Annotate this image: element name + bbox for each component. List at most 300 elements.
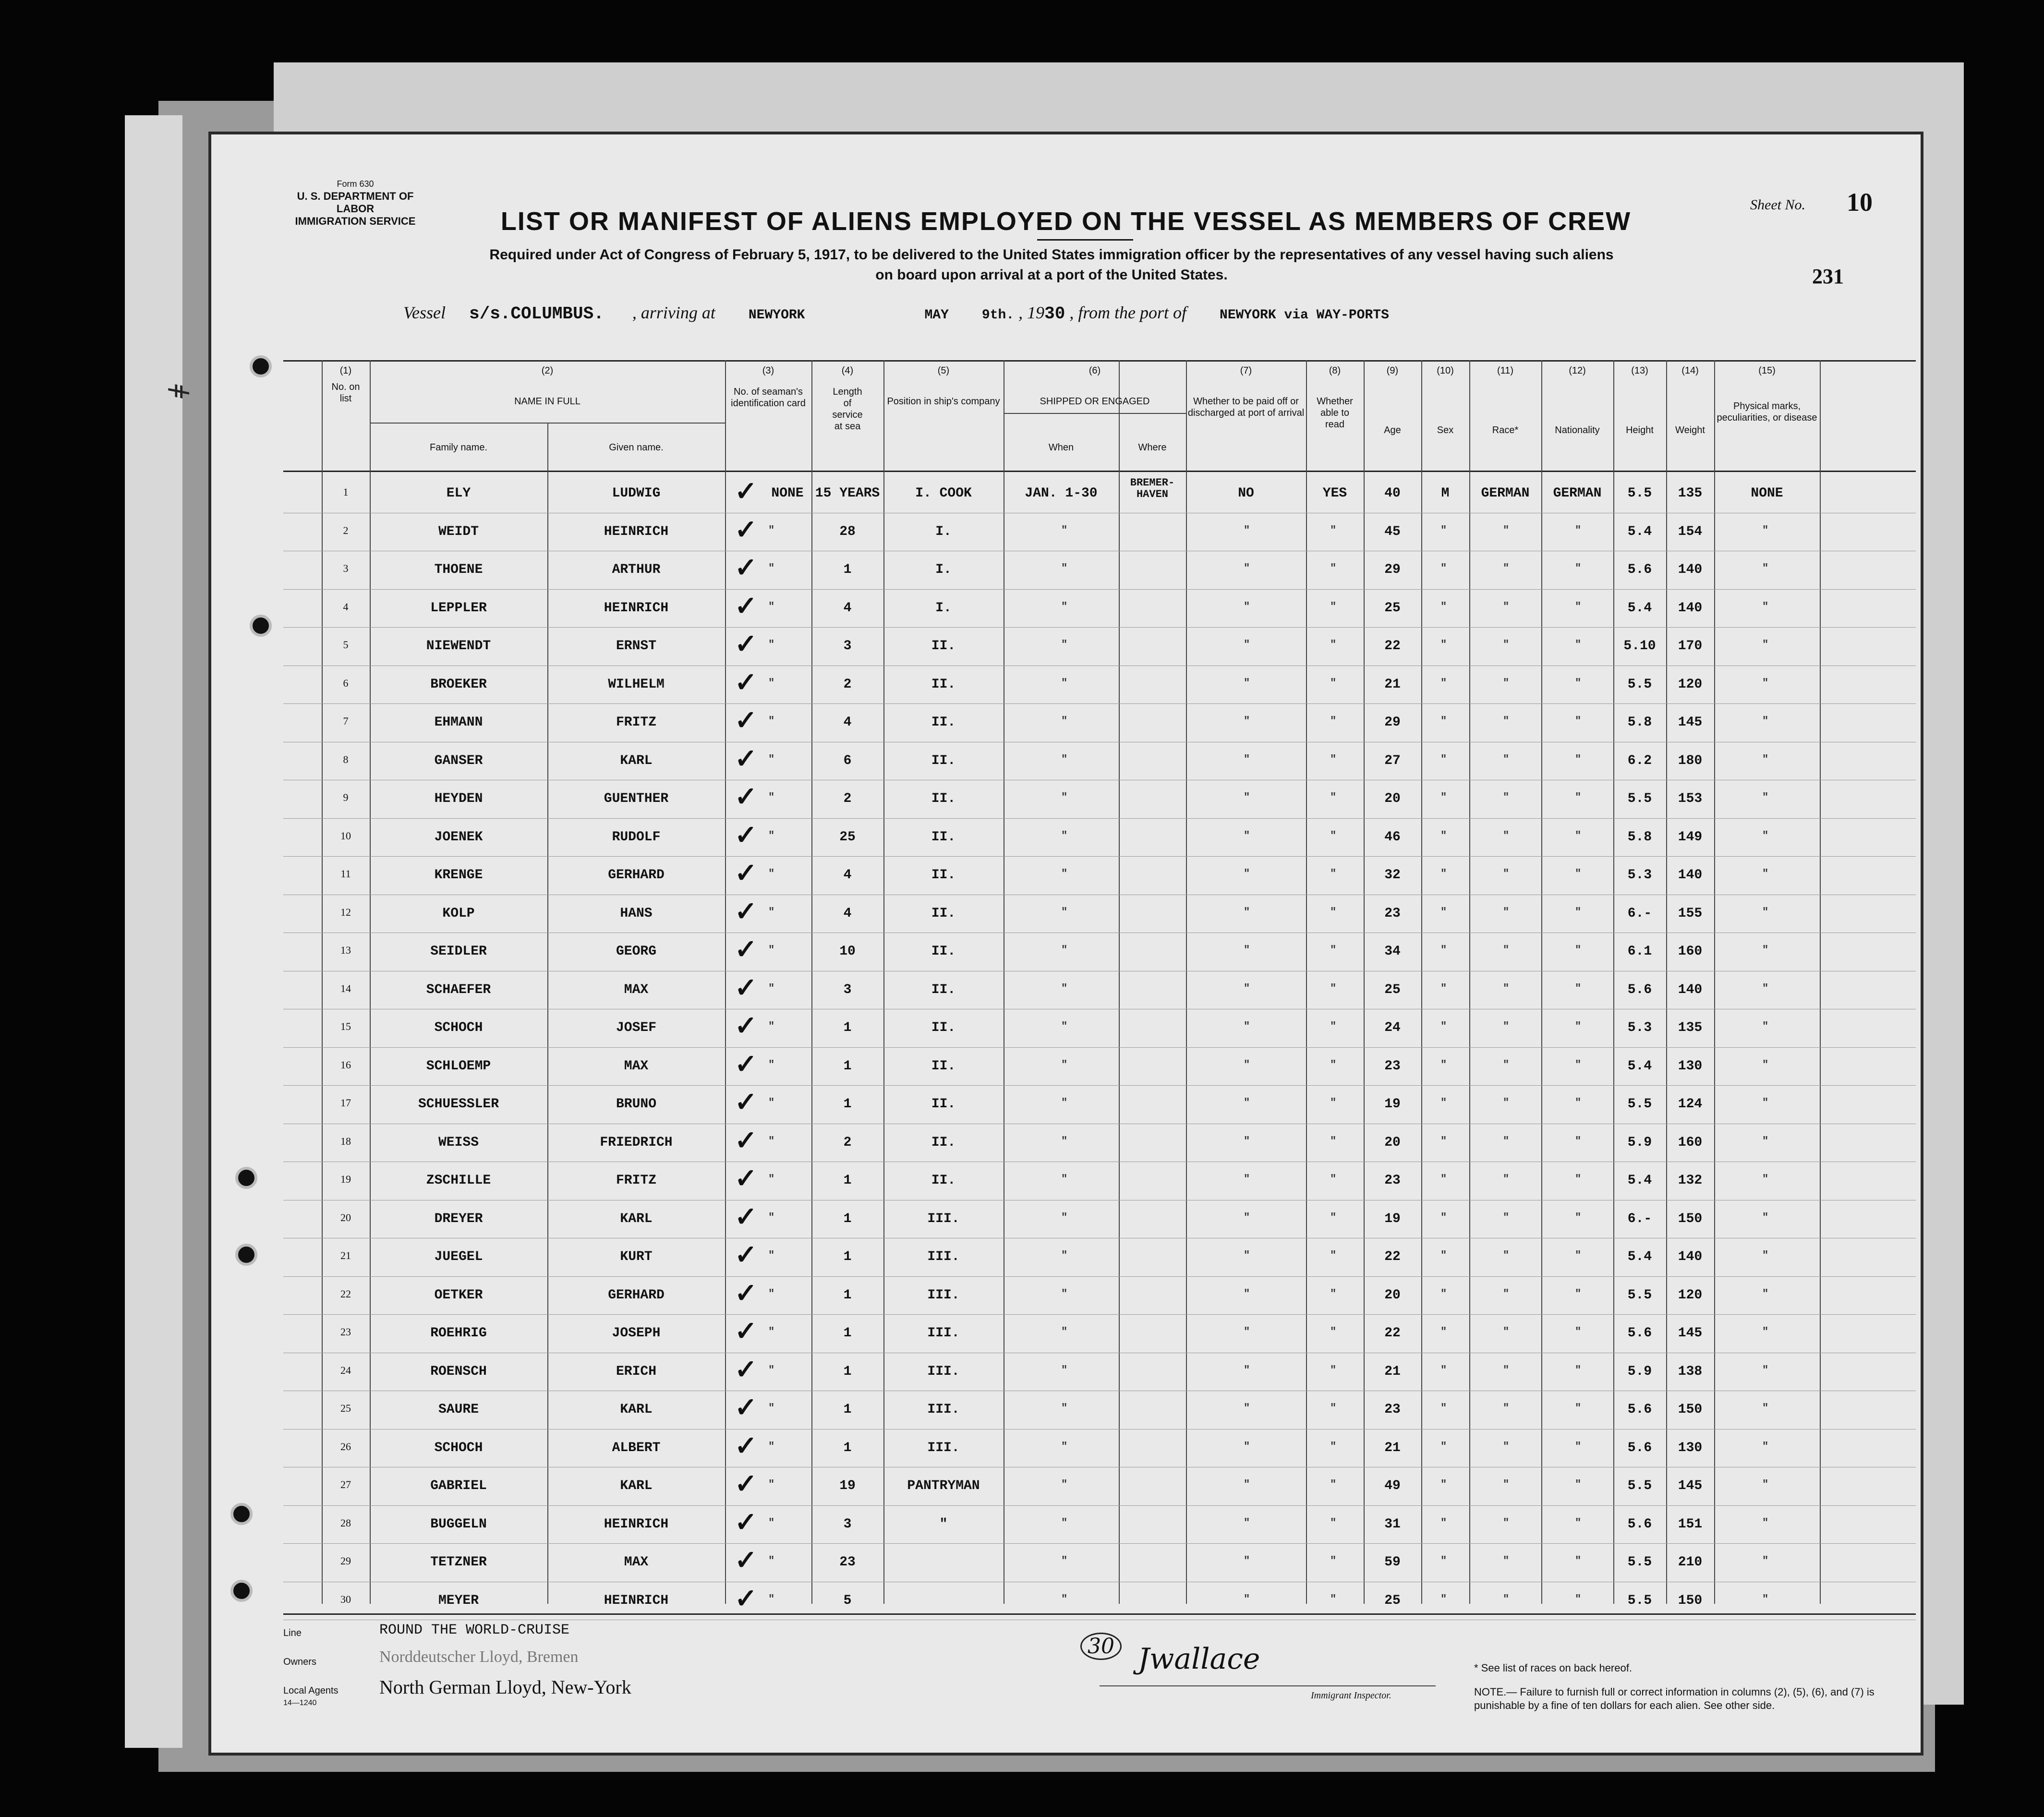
family-name: SCHOCH (434, 1020, 483, 1035)
height: 6.- (1627, 906, 1652, 921)
read-ditto: " (1330, 1555, 1337, 1567)
checkmark: ✓ (735, 1544, 757, 1576)
nationality-ditto: " (1575, 753, 1582, 765)
family-name: ELY (446, 486, 471, 501)
list-number: 18 (340, 1135, 351, 1147)
header-bottom-rule (283, 471, 1916, 472)
paid-off-ditto: " (1244, 715, 1250, 727)
card-ditto: " (768, 868, 775, 880)
col-6-label: SHIPPED OR ENGAGED (1040, 396, 1150, 407)
table-row (283, 1544, 1916, 1583)
list-number: 13 (340, 944, 351, 956)
row-rule (283, 1314, 1916, 1315)
read-ditto: " (1330, 944, 1337, 956)
col-service-header (811, 365, 883, 432)
table-row (283, 1086, 1916, 1125)
list-number: 3 (343, 562, 349, 574)
sheet-label: Sheet No. (1750, 197, 1805, 213)
table-row (283, 552, 1916, 590)
col-10-label: Sex (1437, 425, 1454, 436)
given-name: MAX (624, 1058, 649, 1074)
service-length: 1 (843, 1440, 852, 1455)
given-name: MAX (624, 1555, 649, 1570)
sex: M (1441, 486, 1450, 501)
family-name: BUGGELN (430, 1516, 487, 1532)
weight: 160 (1678, 1135, 1703, 1150)
height: 6.- (1627, 1211, 1652, 1226)
races-note: * See list of races on back hereof. (1474, 1662, 1632, 1674)
height: 5.6 (1627, 982, 1652, 997)
col-weight-header (1666, 365, 1714, 436)
when-ditto: " (1061, 715, 1068, 727)
form-code: 14—1240 (283, 1699, 317, 1707)
sex-ditto: " (1440, 1211, 1447, 1223)
col-no-header (322, 365, 370, 409)
when-ditto: " (1061, 1249, 1068, 1261)
race-ditto: " (1503, 1211, 1510, 1223)
shipped-when: JAN. 1-30 (1025, 486, 1098, 501)
paid-off-ditto: " (1244, 1555, 1250, 1567)
height: 5.6 (1627, 1440, 1652, 1455)
col-1-label: No. on list (331, 382, 360, 404)
family-name-header: Family name. (429, 442, 488, 453)
height: 5.5 (1627, 1478, 1652, 1493)
checkmark: ✓ (735, 1048, 757, 1080)
given-name: JOSEF (616, 1020, 656, 1035)
weight: 145 (1678, 1478, 1703, 1493)
race-ditto: " (1503, 639, 1510, 651)
marks-ditto: " (1762, 1364, 1769, 1376)
card-ditto: " (768, 829, 775, 842)
when-ditto: " (1061, 753, 1068, 765)
weight: 140 (1678, 868, 1703, 883)
given-name: KURT (620, 1249, 653, 1264)
title-rule (1037, 239, 1133, 241)
height: 5.8 (1627, 715, 1652, 730)
read-ditto: " (1330, 1249, 1337, 1261)
when-ditto: " (1061, 982, 1068, 994)
family-name: TETZNER (430, 1555, 487, 1570)
sex-ditto: " (1440, 1249, 1447, 1261)
age: 20 (1384, 1287, 1401, 1303)
given-name: HEINRICH (604, 524, 669, 539)
paid-off-ditto: " (1244, 1402, 1250, 1414)
table-top-rule (283, 360, 1916, 362)
table-row (283, 628, 1916, 666)
card-ditto: " (768, 944, 775, 956)
ship-position: II. (931, 944, 956, 959)
col-7-index: (7) (1240, 365, 1252, 376)
col-3-label: No. of seaman's identification card (731, 387, 806, 409)
family-name: JOENEK (434, 829, 483, 845)
service-length: 1 (843, 1097, 852, 1112)
checkmark: ✓ (735, 1086, 757, 1118)
nationality-ditto: " (1575, 791, 1582, 803)
height: 5.6 (1627, 1516, 1652, 1532)
line-value: ROUND THE WORLD-CRUISE (379, 1622, 570, 1638)
service-length: 1 (843, 1364, 852, 1379)
checkmark: ✓ (735, 1200, 757, 1233)
read-ditto: " (1330, 1440, 1337, 1453)
read-ditto: " (1330, 639, 1337, 651)
col-6-index: (6) (1089, 365, 1101, 376)
sex-ditto: " (1440, 1020, 1447, 1032)
list-number: 29 (340, 1555, 351, 1567)
age: 25 (1384, 1593, 1401, 1608)
ship-position: PANTRYMAN (907, 1478, 980, 1493)
checkmark: ✓ (735, 1010, 757, 1042)
height: 5.4 (1627, 524, 1652, 539)
row-rule (283, 1276, 1916, 1277)
agents-label: Local Agents (283, 1685, 339, 1696)
checkmark: ✓ (735, 1163, 757, 1194)
col-marks-header (1714, 365, 1820, 424)
service-length: 4 (843, 906, 852, 921)
margin-handwriting: ǂ (162, 385, 196, 398)
ship-position: II. (931, 1058, 956, 1074)
when-ditto: " (1061, 1593, 1068, 1605)
list-number: 20 (340, 1211, 351, 1223)
checkmark: ✓ (735, 1315, 757, 1347)
family-name: KOLP (442, 906, 475, 921)
race-ditto: " (1503, 1020, 1510, 1032)
nationality-ditto: " (1575, 982, 1582, 994)
weight: 149 (1678, 829, 1703, 845)
nationality-ditto: " (1575, 639, 1582, 651)
weight: 145 (1678, 715, 1703, 730)
marks-ditto: " (1762, 868, 1769, 880)
sex-ditto: " (1440, 1058, 1447, 1071)
ship-position: II. (931, 677, 956, 692)
paid-off-ditto: " (1244, 1097, 1250, 1109)
arriving-label: , arriving at (632, 303, 715, 322)
marks-ditto: " (1762, 1058, 1769, 1071)
list-number: 28 (340, 1516, 351, 1529)
marks-ditto: " (1762, 600, 1769, 613)
read-ditto: " (1330, 791, 1337, 803)
paid-off-ditto: " (1244, 1516, 1250, 1529)
given-name-header: Given name. (609, 442, 664, 453)
sex-ditto: " (1440, 639, 1447, 651)
weight: 130 (1678, 1440, 1703, 1455)
given-name: HANS (620, 906, 653, 921)
read-ditto: " (1330, 1593, 1337, 1605)
marks-ditto: " (1762, 1440, 1769, 1453)
weight: 132 (1678, 1173, 1703, 1188)
list-number: 26 (340, 1440, 351, 1453)
table-row (283, 743, 1916, 781)
sex-ditto: " (1440, 1326, 1447, 1338)
height: 5.5 (1627, 1287, 1652, 1303)
service-length: 15 YEARS (815, 486, 880, 501)
when-ditto: " (1061, 1555, 1068, 1567)
col-11-index: (11) (1497, 365, 1514, 376)
age: 40 (1384, 486, 1401, 501)
list-number: 11 (340, 868, 351, 880)
when-ditto: " (1061, 1173, 1068, 1185)
punch-hole (230, 1503, 253, 1525)
height: 5.5 (1627, 1555, 1652, 1570)
sex-ditto: " (1440, 829, 1447, 842)
race-ditto: " (1503, 1440, 1510, 1453)
nationality-ditto: " (1575, 1097, 1582, 1109)
col-4-index: (4) (841, 365, 854, 376)
family-name: LEPPLER (430, 600, 487, 616)
age: 22 (1384, 639, 1401, 654)
nationality-ditto: " (1575, 1058, 1582, 1071)
race-ditto: " (1503, 1287, 1510, 1300)
ship-position: II. (931, 1097, 956, 1112)
sex-ditto: " (1440, 677, 1447, 689)
height: 5.5 (1627, 1097, 1652, 1112)
sex-ditto: " (1440, 1364, 1447, 1376)
service-length: 1 (843, 1287, 852, 1303)
when-ditto: " (1061, 1135, 1068, 1147)
paid-off-ditto: " (1244, 639, 1250, 651)
service-length: 1 (843, 1211, 852, 1226)
service-length: 28 (839, 524, 856, 539)
card-ditto: " (768, 1135, 775, 1147)
arrival-month: MAY (924, 308, 949, 323)
weight: 140 (1678, 600, 1703, 616)
card-ditto: " (768, 562, 775, 574)
given-name: ERNST (616, 639, 656, 654)
card-ditto: " (768, 1555, 775, 1567)
nationality-ditto: " (1575, 524, 1582, 536)
checkmark: ✓ (735, 666, 757, 698)
service-length: 4 (843, 868, 852, 883)
punch-hole (250, 355, 272, 377)
service-length: 5 (843, 1593, 852, 1608)
race-ditto: " (1503, 906, 1510, 918)
sex-ditto: " (1440, 944, 1447, 956)
nationality-ditto: " (1575, 1364, 1582, 1376)
age: 27 (1384, 753, 1401, 768)
paid-off-ditto: " (1244, 600, 1250, 613)
table-row (283, 666, 1916, 705)
card-ditto: " (768, 677, 775, 689)
list-number: 7 (343, 715, 349, 727)
col-14-label: Weight (1675, 425, 1705, 436)
subtitle (403, 245, 1700, 285)
race-ditto: " (1503, 1173, 1510, 1185)
sex-ditto: " (1440, 906, 1447, 918)
checkmark: ✓ (735, 1277, 757, 1309)
race-ditto: " (1503, 562, 1510, 574)
family-name: DREYER (434, 1211, 483, 1226)
sex-ditto: " (1440, 1402, 1447, 1414)
family-name: SEIDLER (430, 944, 487, 959)
col-12-label: Nationality (1555, 425, 1600, 436)
ship-position: " (939, 1516, 948, 1532)
service-length: 2 (843, 791, 852, 806)
shipped-subheader-rule (1004, 413, 1186, 414)
service-length: 1 (843, 1326, 852, 1341)
age: 21 (1384, 677, 1401, 692)
given-name: JOSEPH (612, 1326, 661, 1341)
weight: 130 (1678, 1058, 1703, 1074)
read-ditto: " (1330, 829, 1337, 842)
marks-ditto: " (1762, 982, 1769, 994)
physical-marks: NONE (1751, 486, 1783, 501)
checkmark: ✓ (735, 704, 757, 736)
when-ditto: " (1061, 1440, 1068, 1453)
ship-position: II. (931, 1020, 956, 1035)
sex-ditto: " (1440, 1516, 1447, 1529)
paid-off-ditto: " (1244, 791, 1250, 803)
height: 5.3 (1627, 868, 1652, 883)
service-length: 1 (843, 1058, 852, 1074)
weight: 135 (1678, 1020, 1703, 1035)
col-1-index: (1) (339, 365, 352, 376)
when-ditto: " (1061, 791, 1068, 803)
service-length: 19 (839, 1478, 856, 1493)
card-ditto: " (768, 524, 775, 536)
list-number: 2 (343, 524, 349, 536)
paid-off-ditto: " (1244, 1326, 1250, 1338)
given-name: HEINRICH (604, 1516, 669, 1532)
ship-position: I. COOK (915, 486, 972, 501)
weight: 170 (1678, 639, 1703, 654)
age: 23 (1384, 1173, 1401, 1188)
family-name: WEISS (438, 1135, 479, 1150)
marks-ditto: " (1762, 1287, 1769, 1300)
weight: 120 (1678, 1287, 1703, 1303)
age: 29 (1384, 715, 1401, 730)
read-ditto: " (1330, 1516, 1337, 1529)
table-row (283, 475, 1916, 514)
nationality-ditto: " (1575, 1555, 1582, 1567)
weight: 145 (1678, 1326, 1703, 1341)
col-7-label: Whether to be paid off or discharged at port of arrival (1187, 396, 1305, 418)
height: 5.5 (1627, 791, 1652, 806)
height: 5.3 (1627, 1020, 1652, 1035)
family-name: HEYDEN (434, 791, 483, 806)
age: 59 (1384, 1555, 1401, 1570)
height: 6.2 (1627, 753, 1652, 768)
paid-off-ditto: " (1244, 677, 1250, 689)
paid-off-ditto: " (1244, 1211, 1250, 1223)
col-5-label: Position in ship's company (887, 396, 1000, 407)
card-ditto: " (768, 1058, 775, 1071)
list-number: 16 (340, 1058, 351, 1071)
list-number: 30 (340, 1593, 351, 1605)
race-ditto: " (1503, 524, 1510, 536)
when-ditto: " (1061, 1516, 1068, 1529)
checkmark: ✓ (735, 781, 757, 812)
nationality-ditto: " (1575, 562, 1582, 574)
height: 5.5 (1627, 486, 1652, 501)
age: 22 (1384, 1249, 1401, 1264)
height: 5.4 (1627, 1249, 1652, 1264)
given-name: ALBERT (612, 1440, 661, 1455)
list-number: 24 (340, 1364, 351, 1376)
checkmark: ✓ (735, 857, 757, 889)
given-name: RUDOLF (612, 829, 661, 845)
read-ditto: " (1330, 1326, 1337, 1338)
table-row (283, 819, 1916, 858)
ship-position: II. (931, 982, 956, 997)
card-ditto: " (768, 1516, 775, 1529)
given-name: HEINRICH (604, 600, 669, 616)
col-nationality-header (1541, 365, 1613, 436)
checkmark: ✓ (735, 1392, 757, 1423)
given-name: KARL (620, 753, 653, 768)
table-row (283, 1277, 1916, 1316)
table-row (283, 933, 1916, 972)
nationality-ditto: " (1575, 1211, 1582, 1223)
sex-ditto: " (1440, 1440, 1447, 1453)
age: 45 (1384, 524, 1401, 539)
paid-off-ditto: " (1244, 1173, 1250, 1185)
read-ditto: " (1330, 524, 1337, 536)
race-ditto: " (1503, 868, 1510, 880)
service-length: 1 (843, 1173, 852, 1188)
when-ditto: " (1061, 600, 1068, 613)
age: 22 (1384, 1326, 1401, 1341)
card-ditto: " (768, 791, 775, 803)
checkmark: ✓ (735, 1353, 757, 1385)
list-number: 19 (340, 1173, 351, 1185)
read-ditto: " (1330, 1058, 1337, 1071)
race: GERMAN (1481, 486, 1530, 501)
col-13-index: (13) (1631, 365, 1648, 376)
ship-position: I. (935, 524, 952, 539)
when-ditto: " (1061, 677, 1068, 689)
when-ditto: " (1061, 1326, 1068, 1338)
given-name: GERHARD (608, 1287, 665, 1303)
table-row (283, 1239, 1916, 1277)
read-ditto: " (1330, 562, 1337, 574)
family-name: THOENE (434, 562, 483, 577)
height: 5.4 (1627, 600, 1652, 616)
read-ditto: " (1330, 1211, 1337, 1223)
given-name: GERHARD (608, 868, 665, 883)
list-number: 5 (343, 639, 349, 651)
card-ditto: " (768, 753, 775, 765)
checkmark: ✓ (735, 1468, 757, 1500)
age: 21 (1384, 1440, 1401, 1455)
read-ditto: " (1330, 1402, 1337, 1414)
marks-ditto: " (1762, 639, 1769, 651)
col-8-index: (8) (1329, 365, 1341, 376)
vessel-line (403, 303, 1844, 324)
read-ditto: " (1330, 1173, 1337, 1185)
service-length: 23 (839, 1555, 856, 1570)
ship-position: III. (927, 1440, 960, 1455)
marks-ditto: " (1762, 1402, 1769, 1414)
sex-ditto: " (1440, 1287, 1447, 1300)
col-5-index: (5) (937, 365, 950, 376)
paid-off-ditto: " (1244, 1020, 1250, 1032)
paid-off-ditto: " (1244, 944, 1250, 956)
paid-off-ditto: " (1244, 868, 1250, 880)
where-header: Where (1138, 442, 1167, 453)
weight: 151 (1678, 1516, 1703, 1532)
table-row (283, 1048, 1916, 1087)
paid-off-ditto: " (1244, 829, 1250, 842)
checkmark: ✓ (735, 475, 757, 507)
card-ditto: " (768, 1593, 775, 1605)
row-rule (283, 1505, 1916, 1506)
service-length: 3 (843, 982, 852, 997)
card-ditto: " (768, 639, 775, 651)
service-length: 6 (843, 753, 852, 768)
sex-ditto: " (1440, 715, 1447, 727)
card-ditto: " (768, 1478, 775, 1490)
row-rule (283, 589, 1916, 590)
ship-position: II. (931, 715, 956, 730)
